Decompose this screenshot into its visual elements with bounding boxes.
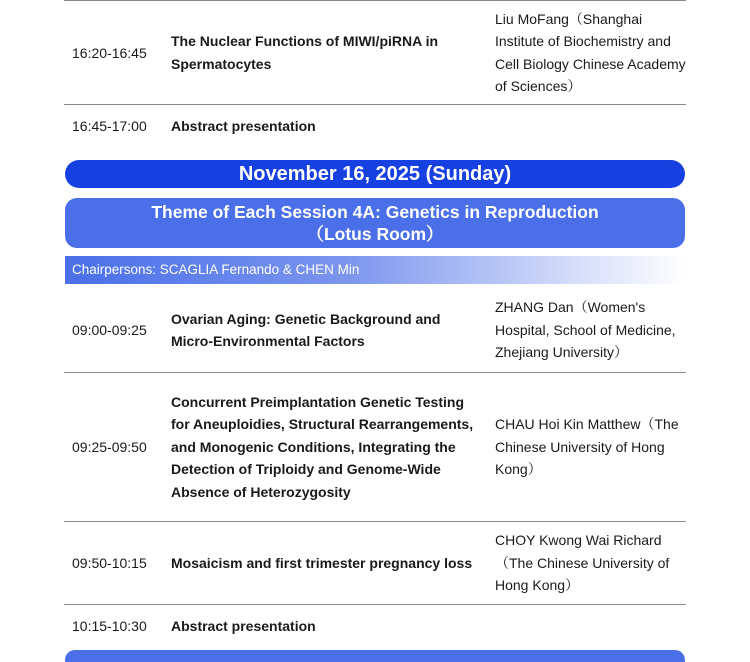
next-section-banner bbox=[65, 650, 685, 662]
table-row bbox=[64, 288, 686, 373]
table-row bbox=[64, 522, 686, 605]
table-row bbox=[64, 0, 686, 105]
row-speaker: CHAU Hoi Kin Matthew（The Chinese University of Hong Kong） bbox=[495, 416, 679, 478]
row-time: 09:25-09:50 bbox=[72, 439, 147, 455]
row-title: Abstract presentation bbox=[171, 617, 316, 634]
row-title: Ovarian Aging: Genetic Background and Micro-Environmental Factors bbox=[171, 310, 441, 349]
date-banner: November 16, 2025 (Sunday) bbox=[65, 160, 685, 188]
session-theme-title: Theme of Each Session 4A: Genetics in Reproduction bbox=[151, 202, 599, 222]
session-theme-banner bbox=[65, 198, 685, 248]
row-time: 10:15-10:30 bbox=[72, 618, 147, 634]
row-time: 16:20-16:45 bbox=[72, 44, 147, 61]
schedule-table-day2 bbox=[64, 288, 686, 647]
row-title: Abstract presentation bbox=[171, 117, 316, 134]
row-speaker: ZHANG Dan（Women's Hospital, School of Medicine, Zhejiang University） bbox=[495, 299, 676, 361]
table-row bbox=[64, 605, 686, 647]
session-room: （Lotus Room） bbox=[306, 224, 444, 244]
row-speaker: Liu MoFang（Shanghai Institute of Biochemistry and Cell Biology Chinese Academy of Sciences） bbox=[495, 10, 686, 94]
row-speaker: CHOY Kwong Wai Richard（The Chinese University of Hong Kong） bbox=[495, 532, 670, 594]
chairpersons-bar: Chairpersons: SCAGLIA Fernando & CHEN Min bbox=[65, 256, 685, 284]
row-time: 09:50-10:15 bbox=[72, 555, 147, 571]
table-row bbox=[64, 373, 686, 522]
row-time: 09:00-09:25 bbox=[72, 322, 147, 338]
table-row bbox=[64, 105, 686, 147]
row-title: Mosaicism and first trimester pregnancy loss bbox=[171, 554, 473, 571]
row-time: 16:45-17:00 bbox=[72, 118, 147, 134]
row-title: Concurrent Preimplantation Genetic Testing for Aneuploidies, Structural Rearrangements, and Monogenic Conditions, Integrating the Detection of Triploidy and Genome-Wide Absence of Heterozygosity bbox=[171, 393, 474, 500]
schedule-table-day1 bbox=[64, 0, 686, 147]
row-title: The Nuclear Functions of MIWI/piRNA in Spermatocytes bbox=[171, 33, 439, 72]
